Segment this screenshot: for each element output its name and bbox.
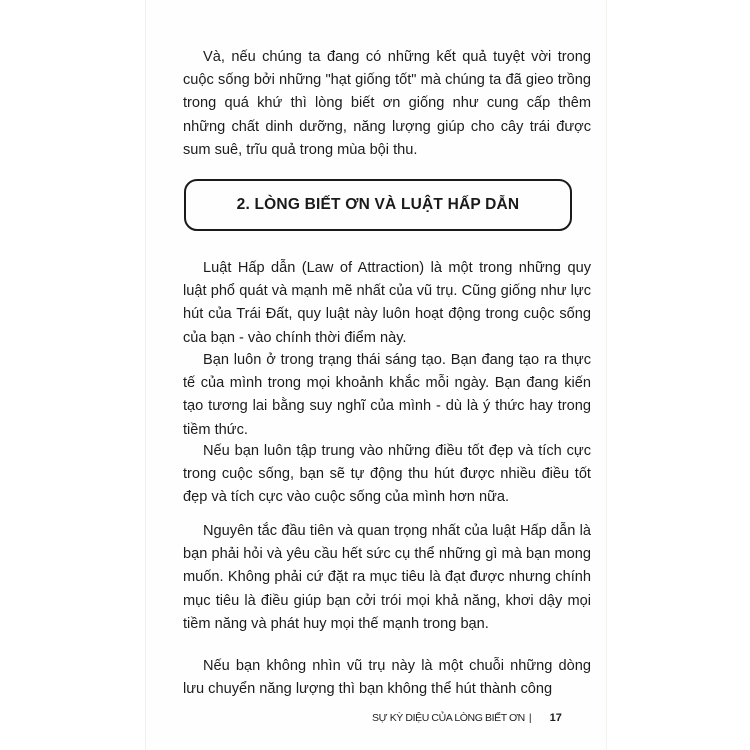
paragraph-focus-positive: Nếu bạn luôn tập trung vào những điều tốt đẹp và tích cực trong cuộc sống, bạn sẽ tự động thu hút được nhiều điều tốt đẹp và tích cực vào cuộc sống của mình hơn nữa.: [183, 443, 591, 506]
paragraph-first-principle: Nguyên tắc đầu tiên và quan trọng nhất của luật Hấp dẫn là bạn phải hỏi và yêu cầu hết sức cụ thể những gì mà bạn mong muốn. Không phải cứ đặt ra mục tiêu là đạt được nhưng chính mục tiêu là điều giúp bạn cởi trói mọi khả năng, khơi dậy mọi tiềm năng và phát huy mọi thế mạnh trong bạn.: [183, 523, 591, 632]
footer-separator: |: [528, 712, 532, 724]
paragraph-energy-flow: Nếu bạn không nhìn vũ trụ này là một chuỗi những dòng lưu chuyển năng lượng thì bạn không thể hút thành công: [183, 658, 591, 698]
paragraph-creative-state: Bạn luôn ở trong trạng thái sáng tạo. Bạn đang tạo ra thực tế của mình trong mọi khoảnh khắc mỗi ngày. Bạn đang kiến tạo tương lai bằng suy nghĩ của mình - dù là ý thức hay trong tiềm thức.: [183, 352, 591, 438]
page-number: 17: [549, 712, 562, 724]
paragraph-gratitude-seeds: Và, nếu chúng ta đang có những kết quả tuyệt vời trong cuộc sống bởi những "hạt giống tốt" mà chúng ta đã gieo trồng trong quá khứ thì lòng biết ơn giống như cung cấp thêm những chất dinh dưỡng, năng lượng giúp cho cây trái được sum suê, trĩu quả trong mùa bội thu.: [183, 49, 591, 158]
paragraph-law-of-attraction: Luật Hấp dẫn (Law of Attraction) là một trong những quy luật phổ quát và mạnh mẽ nhất của vũ trụ. Cũng giống như lực hút của Trái Đất, quy luật này luôn hoạt động trong cuộc sống của bạn - vào chính thời điểm này.: [183, 260, 591, 346]
page-footer: [372, 712, 562, 724]
running-title: SỰ KỲ DIỆU CỦA LÒNG BIẾT ƠN: [372, 712, 525, 724]
section-heading: 2. LÒNG BIẾT ƠN VÀ LUẬT HẤP DẪN: [236, 196, 520, 213]
section-heading-box: [184, 179, 572, 231]
